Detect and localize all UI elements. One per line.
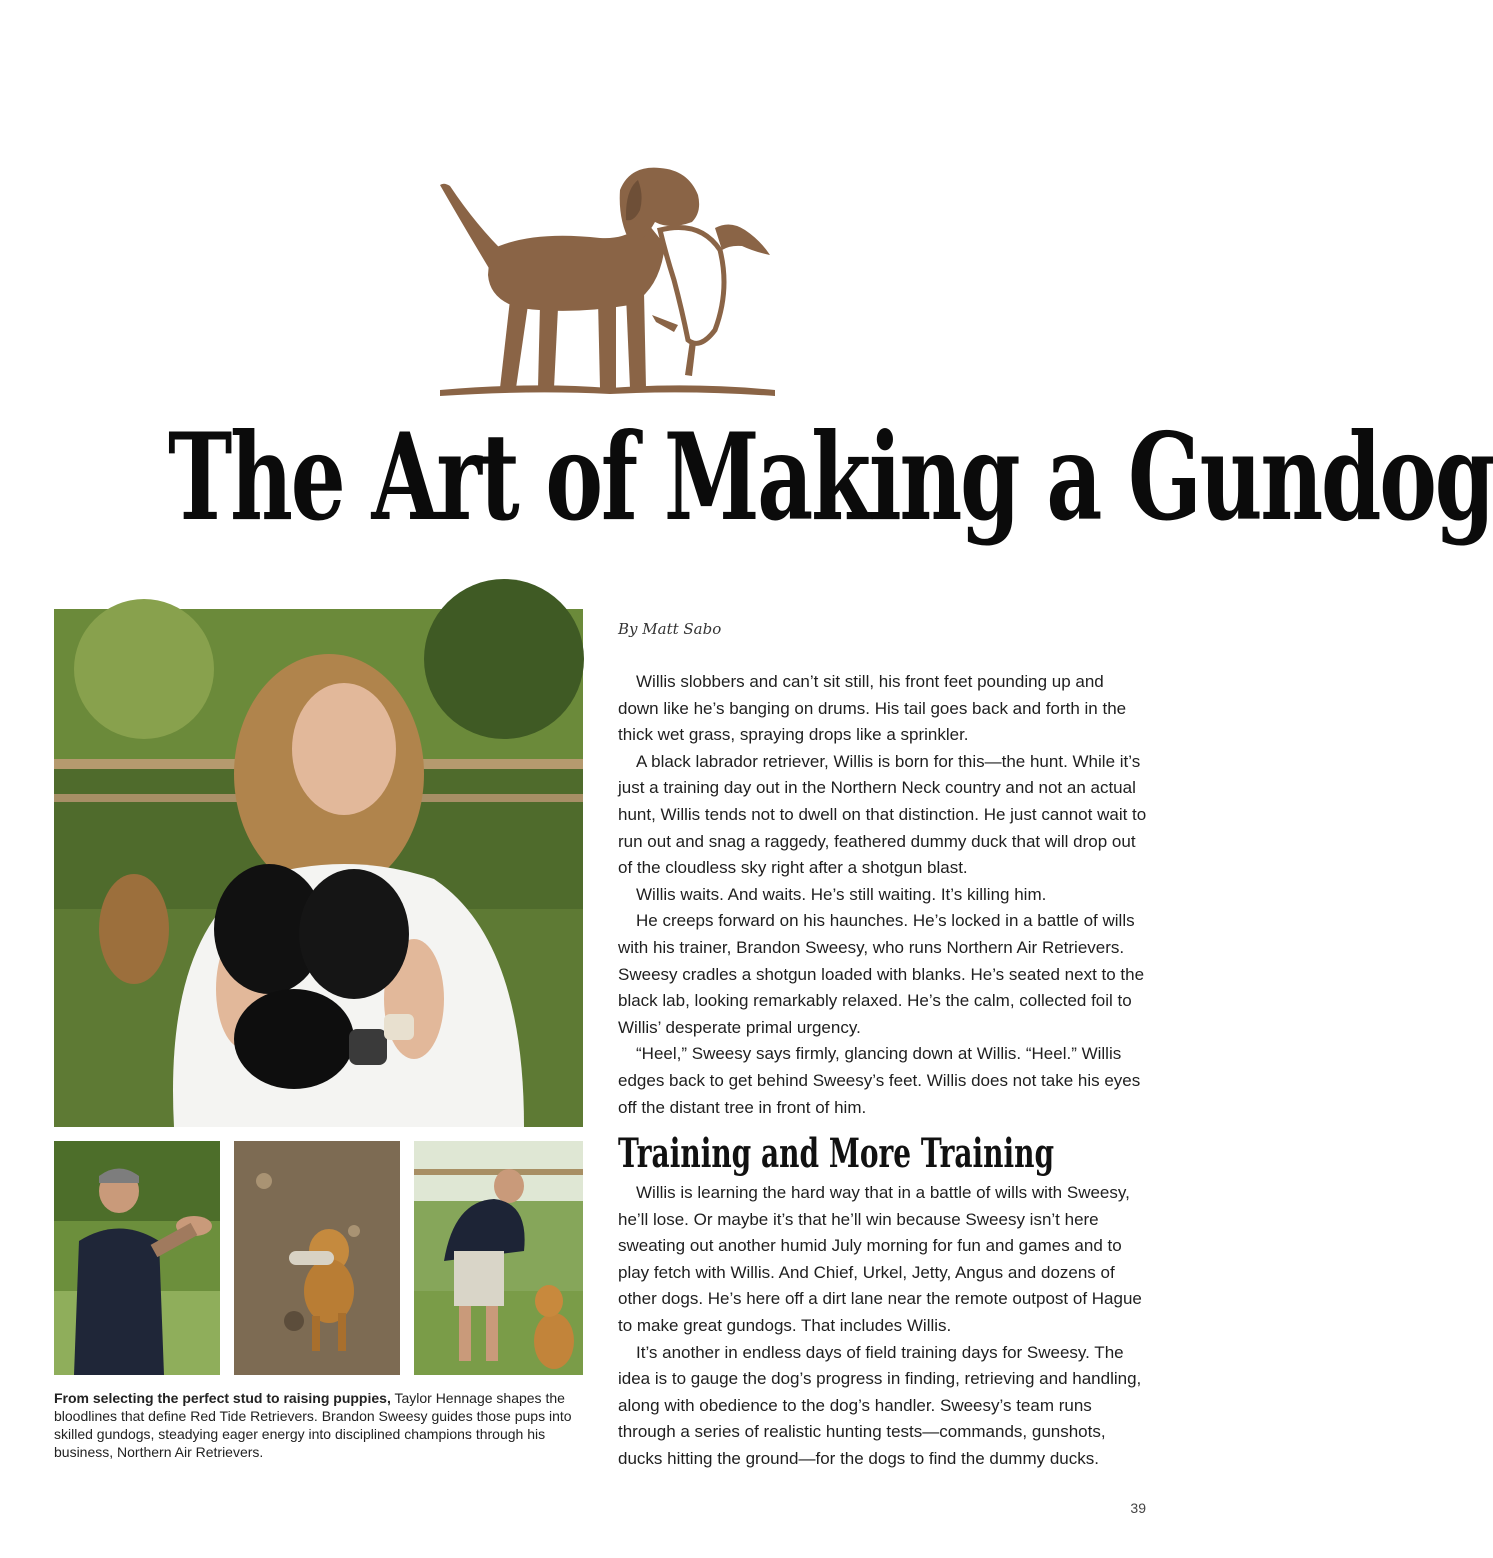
paragraph: Willis slobbers and can’t sit still, his front feet pounding up and down like he’s banging on drums. His tail goes back and forth in the thick wet grass, spraying drops like a sprinkler. xyxy=(618,672,1127,745)
photo-trainer-with-dog xyxy=(414,1141,583,1375)
body-section-1 xyxy=(618,669,1148,1121)
paragraph: Willis is learning the hard way that in a battle of wills with Sweesy, he’ll lose. Or maybe it’s that he’ll win because Sweesy isn’t here sweating out another humid July morning for fun and games and to play fetch with Willis. And Chief, Urkel, Jetty, Angus and dozens of other dogs. He’s here off a dirt lane near the remote outpost of Hague to make great gundogs. That includes Willis. xyxy=(618,1183,1142,1335)
photo-dog-retrieving-dummy xyxy=(234,1141,400,1375)
section-subhead: Training and More Training xyxy=(618,1130,1055,1177)
caption-lead: From selecting the perfect stud to raising puppies, xyxy=(54,1390,391,1406)
photo-trainer-with-whistle xyxy=(54,1141,220,1375)
paragraph: “Heel,” Sweesy says firmly, glancing down at Willis. “Heel.” Willis edges back to get behind Sweesy’s feet. Willis does not take his eyes off the distant tree in front of him. xyxy=(618,1044,1141,1117)
body-section-2 xyxy=(618,1180,1148,1473)
paragraph: Willis waits. And waits. He’s still waiting. It’s killing him. xyxy=(636,884,1047,904)
byline: By Matt Sabo xyxy=(618,620,722,638)
dog-with-duck-illustration xyxy=(430,150,780,420)
paragraph: He creeps forward on his haunches. He’s locked in a battle of wills with his trainer, Brandon Sweesy, who runs Northern Air Retrievers. Sweesy cradles a shotgun loaded with blanks. He’s seated next to the black lab, looking remarkably relaxed. He’s the calm, collected foil to Willis’ desperate primal urgency. xyxy=(618,911,1145,1037)
main-photo-woman-with-puppies xyxy=(54,609,583,1127)
article-title: The Art of Making a Gundog xyxy=(167,407,1493,548)
paragraph: It’s another in endless days of field training days for Sweesy. The idea is to gauge the dog’s progress in finding, retrieving and handling, along with obedience to the dog’s handler. Sweesy’s team runs through a series of realistic hunting tests—commands, gunshots, ducks hitting the ground—for the dogs to find the dummy ducks. xyxy=(618,1342,1142,1468)
photo-caption xyxy=(54,1389,574,1461)
page-number: 39 xyxy=(1130,1500,1146,1516)
caption-text: Taylor Hennage shapes the bloodlines that define Red Tide Retrievers. Brandon Sweesy guides those pups into skilled gundogs, steadying eager energy into disciplined champions through his business, Northern Air Retrievers. xyxy=(54,1390,572,1460)
paragraph: A black labrador retriever, Willis is born for this—the hunt. While it’s just a training day out in the Northern Neck country and not an actual hunt, Willis tends not to dwell on that distinction. He just cannot wait to run out and snag a raggedy, feathered dummy duck that will drop out of the cloudless sky right after a shotgun blast. xyxy=(618,751,1147,878)
